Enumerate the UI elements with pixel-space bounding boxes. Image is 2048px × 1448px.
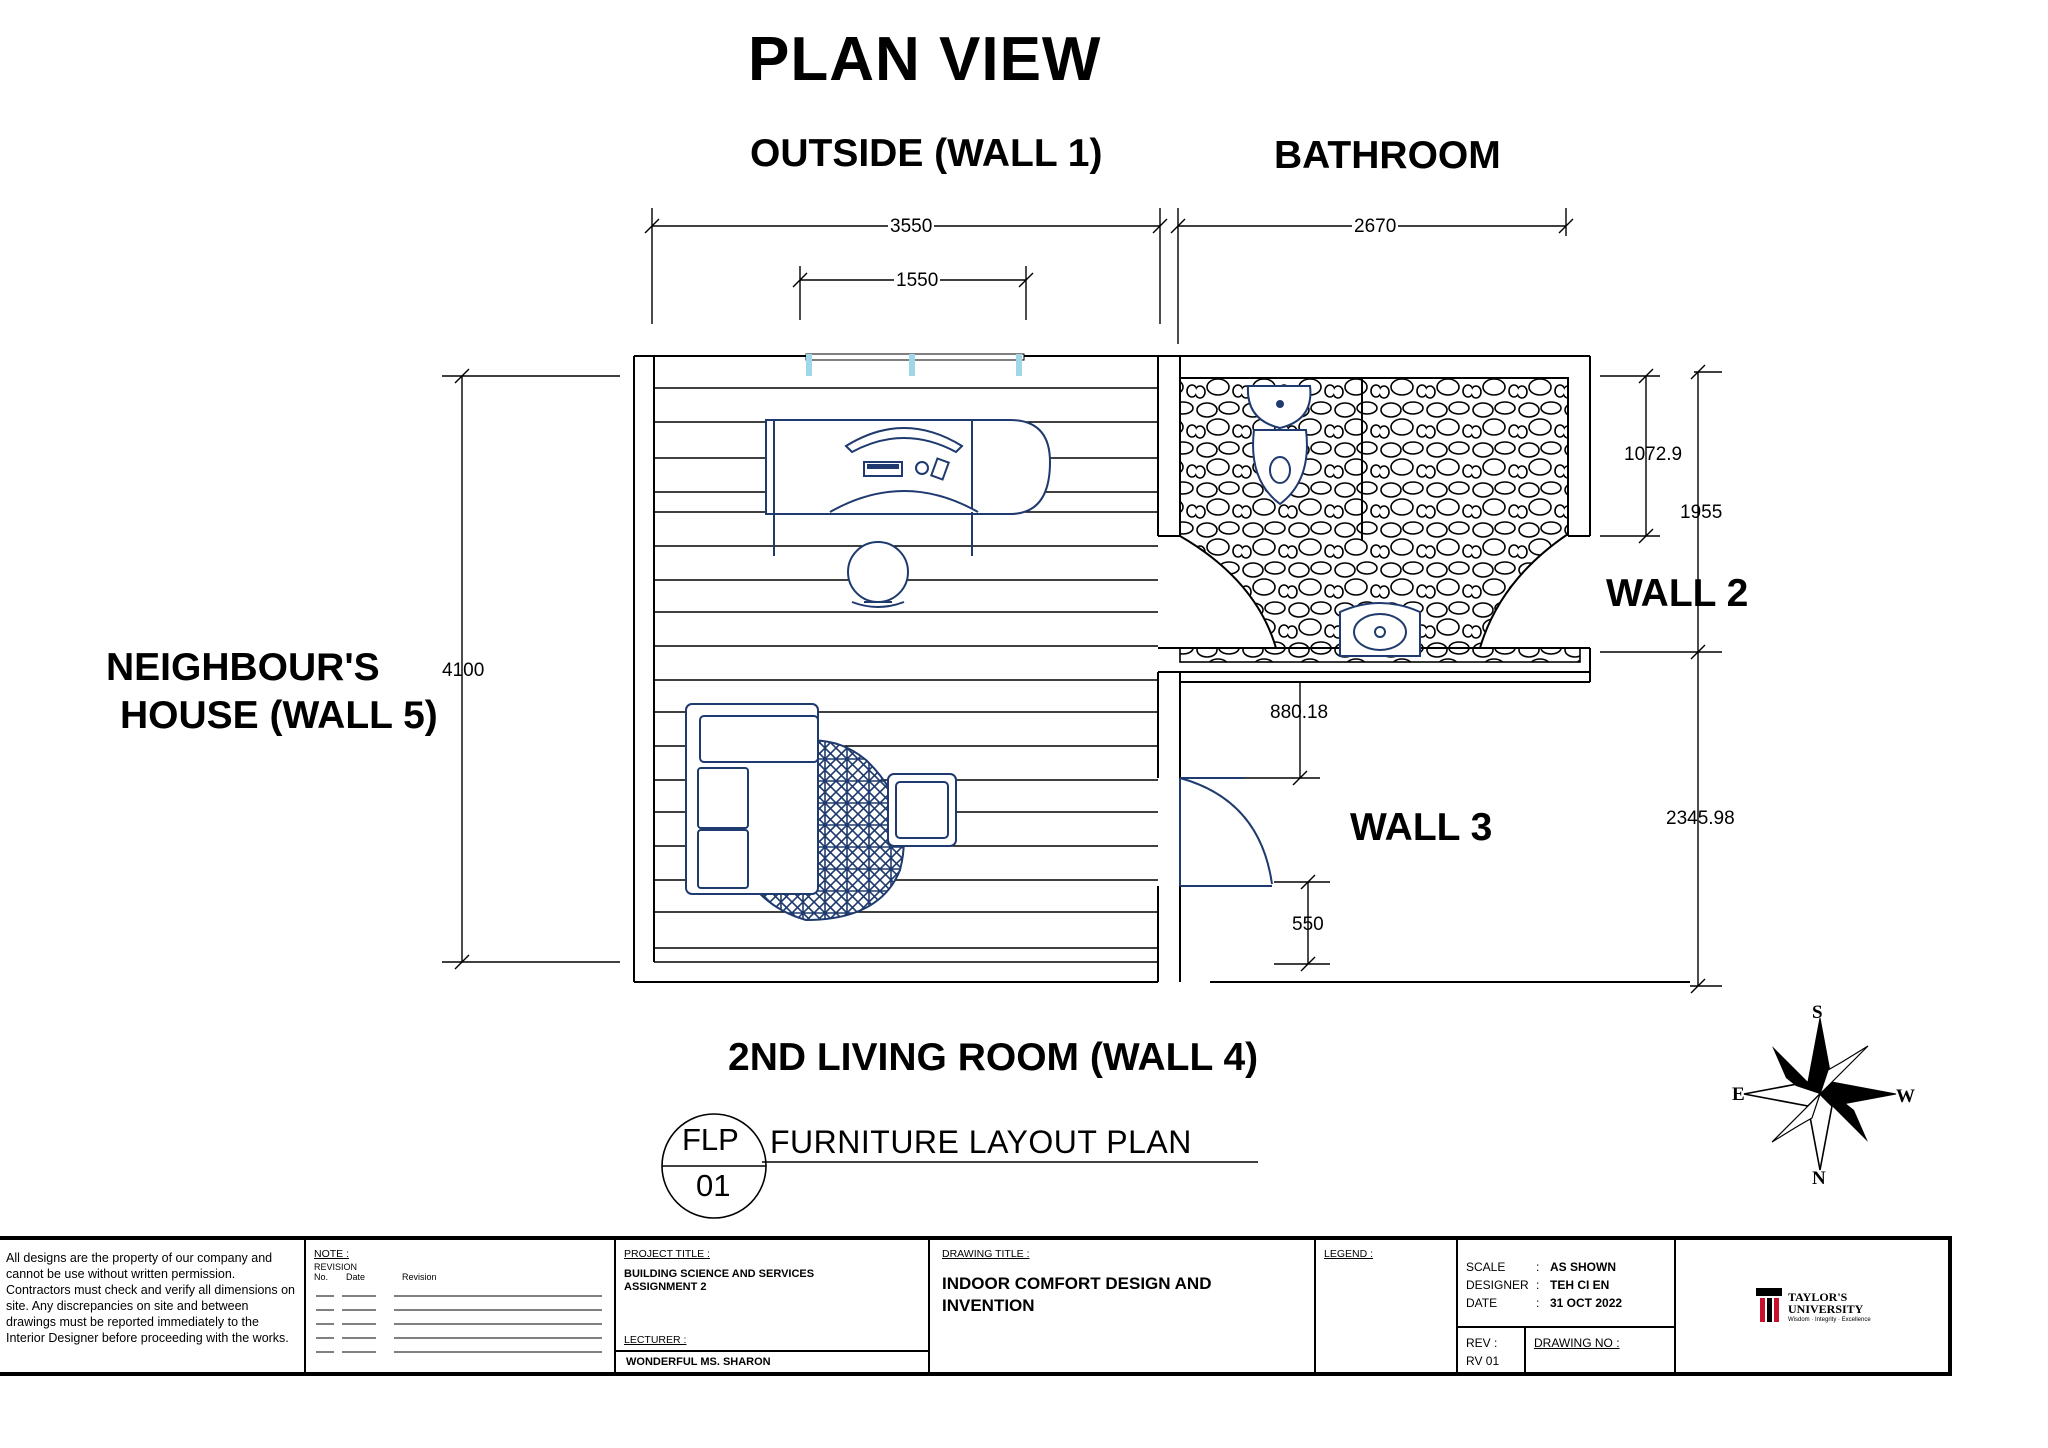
logo-line1: TAYLOR'S (1788, 1290, 1848, 1304)
label-wall-2: WALL 2 (1606, 572, 1749, 615)
date-label: DATE (1466, 1296, 1498, 1310)
drawing-ref-code: FLP (682, 1122, 739, 1157)
compass-rose (1744, 1018, 1896, 1170)
armchair (888, 774, 956, 846)
project-cell (616, 1240, 930, 1372)
date-value: 31 OCT 2022 (1550, 1296, 1623, 1310)
rev-label: REV : (1466, 1336, 1498, 1350)
lecturer-label: LECTURER : (624, 1334, 687, 1346)
label-outside-wall-1: OUTSIDE (WALL 1) (750, 132, 1103, 175)
label-neighbour-line2: HOUSE (WALL 5) (120, 694, 438, 737)
logo-tagline: Wisdom · Integrity · Excellence (1788, 1317, 1871, 1323)
designer-value: TEH CI EN (1550, 1278, 1610, 1292)
dimension-3550: 3550 (890, 216, 933, 237)
logo-line2: UNIVERSITY (1788, 1302, 1864, 1316)
dimension-880-18: 880.18 (1270, 702, 1329, 723)
sofa (686, 704, 818, 894)
rev-divider (1524, 1326, 1526, 1376)
rev-value: RV 01 (1466, 1354, 1500, 1368)
basin (1340, 603, 1420, 656)
lecturer-divider (616, 1350, 928, 1352)
compass-n: N (1812, 1168, 1826, 1189)
revision-col-date: Date (346, 1272, 366, 1282)
drawing-title-label: DRAWING TITLE : (942, 1248, 1030, 1260)
lecturer-name: WONDERFUL MS. SHARON (626, 1356, 771, 1368)
revision-col-revision: Revision (402, 1272, 437, 1282)
dimension-2345-98: 2345.98 (1666, 808, 1735, 829)
desk (766, 420, 1050, 556)
dimension-1550: 1550 (896, 270, 939, 291)
info-cell: SCALE : AS SHOWN DESIGNER : TEH CI EN DATE : 31 OCT 2022 REV : RV 01 DRAWING NO : (1458, 1240, 1676, 1372)
drawing-title-line2: INVENTION (942, 1296, 1035, 1315)
legend-cell (1316, 1240, 1458, 1372)
logo-cell (1676, 1240, 1948, 1372)
revision-label: REVISION (314, 1262, 358, 1272)
dimension-4100: 4100 (442, 660, 485, 681)
dimension-1072-9: 1072.9 (1624, 444, 1683, 465)
info-divider (1458, 1326, 1674, 1328)
revision-table-lines (312, 1290, 612, 1370)
compass-w: W (1896, 1086, 1915, 1107)
disclaimer-text: All designs are the property of our company and cannot be use without written permission. Contractors must check and verify all dimensions on site. Any discrepancies on site and between drawings must be reported immediately to the Interior Designer before proceeding with the works. (6, 1251, 296, 1345)
compass-e: E (1732, 1084, 1745, 1105)
dimension-1955: 1955 (1680, 502, 1723, 523)
drawing-ref-title: FURNITURE LAYOUT PLAN (770, 1124, 1192, 1160)
label-living-room-wall-4: 2ND LIVING ROOM (WALL 4) (728, 1036, 1259, 1079)
note-cell (306, 1240, 616, 1372)
compass-s: S (1812, 1002, 1823, 1023)
drawing-no-label: DRAWING NO : (1534, 1336, 1620, 1350)
drawing-title: PLAN VIEW (748, 25, 1102, 94)
note-label: NOTE : (314, 1248, 350, 1260)
label-neighbour-line1: NEIGHBOUR'S (106, 646, 380, 689)
label-wall-3: WALL 3 (1350, 806, 1493, 849)
disclaimer-cell (0, 1240, 306, 1372)
drawing-title-cell (930, 1240, 1316, 1372)
project-title-line2: ASSIGNMENT 2 (624, 1281, 707, 1293)
legend-label: LEGEND : (1324, 1248, 1374, 1260)
university-logo-icon (1754, 1286, 1784, 1326)
designer-label: DESIGNER (1466, 1278, 1529, 1292)
desk-chair (848, 542, 908, 607)
drawing-ref-number: 01 (696, 1168, 731, 1203)
dimension-2670: 2670 (1354, 216, 1397, 237)
door (1180, 778, 1272, 886)
window (806, 354, 1024, 376)
label-bathroom: BATHROOM (1274, 134, 1501, 177)
title-block (0, 1236, 1952, 1376)
drawing-title-line1: INDOOR COMFORT DESIGN AND (942, 1274, 1212, 1293)
project-title-label: PROJECT TITLE : (624, 1248, 710, 1260)
project-title-line1: BUILDING SCIENCE AND SERVICES (624, 1268, 815, 1280)
scale-value: AS SHOWN (1550, 1260, 1616, 1274)
dimension-550: 550 (1292, 914, 1324, 935)
scale-label: SCALE (1466, 1260, 1506, 1274)
revision-col-no: No. (314, 1272, 329, 1282)
